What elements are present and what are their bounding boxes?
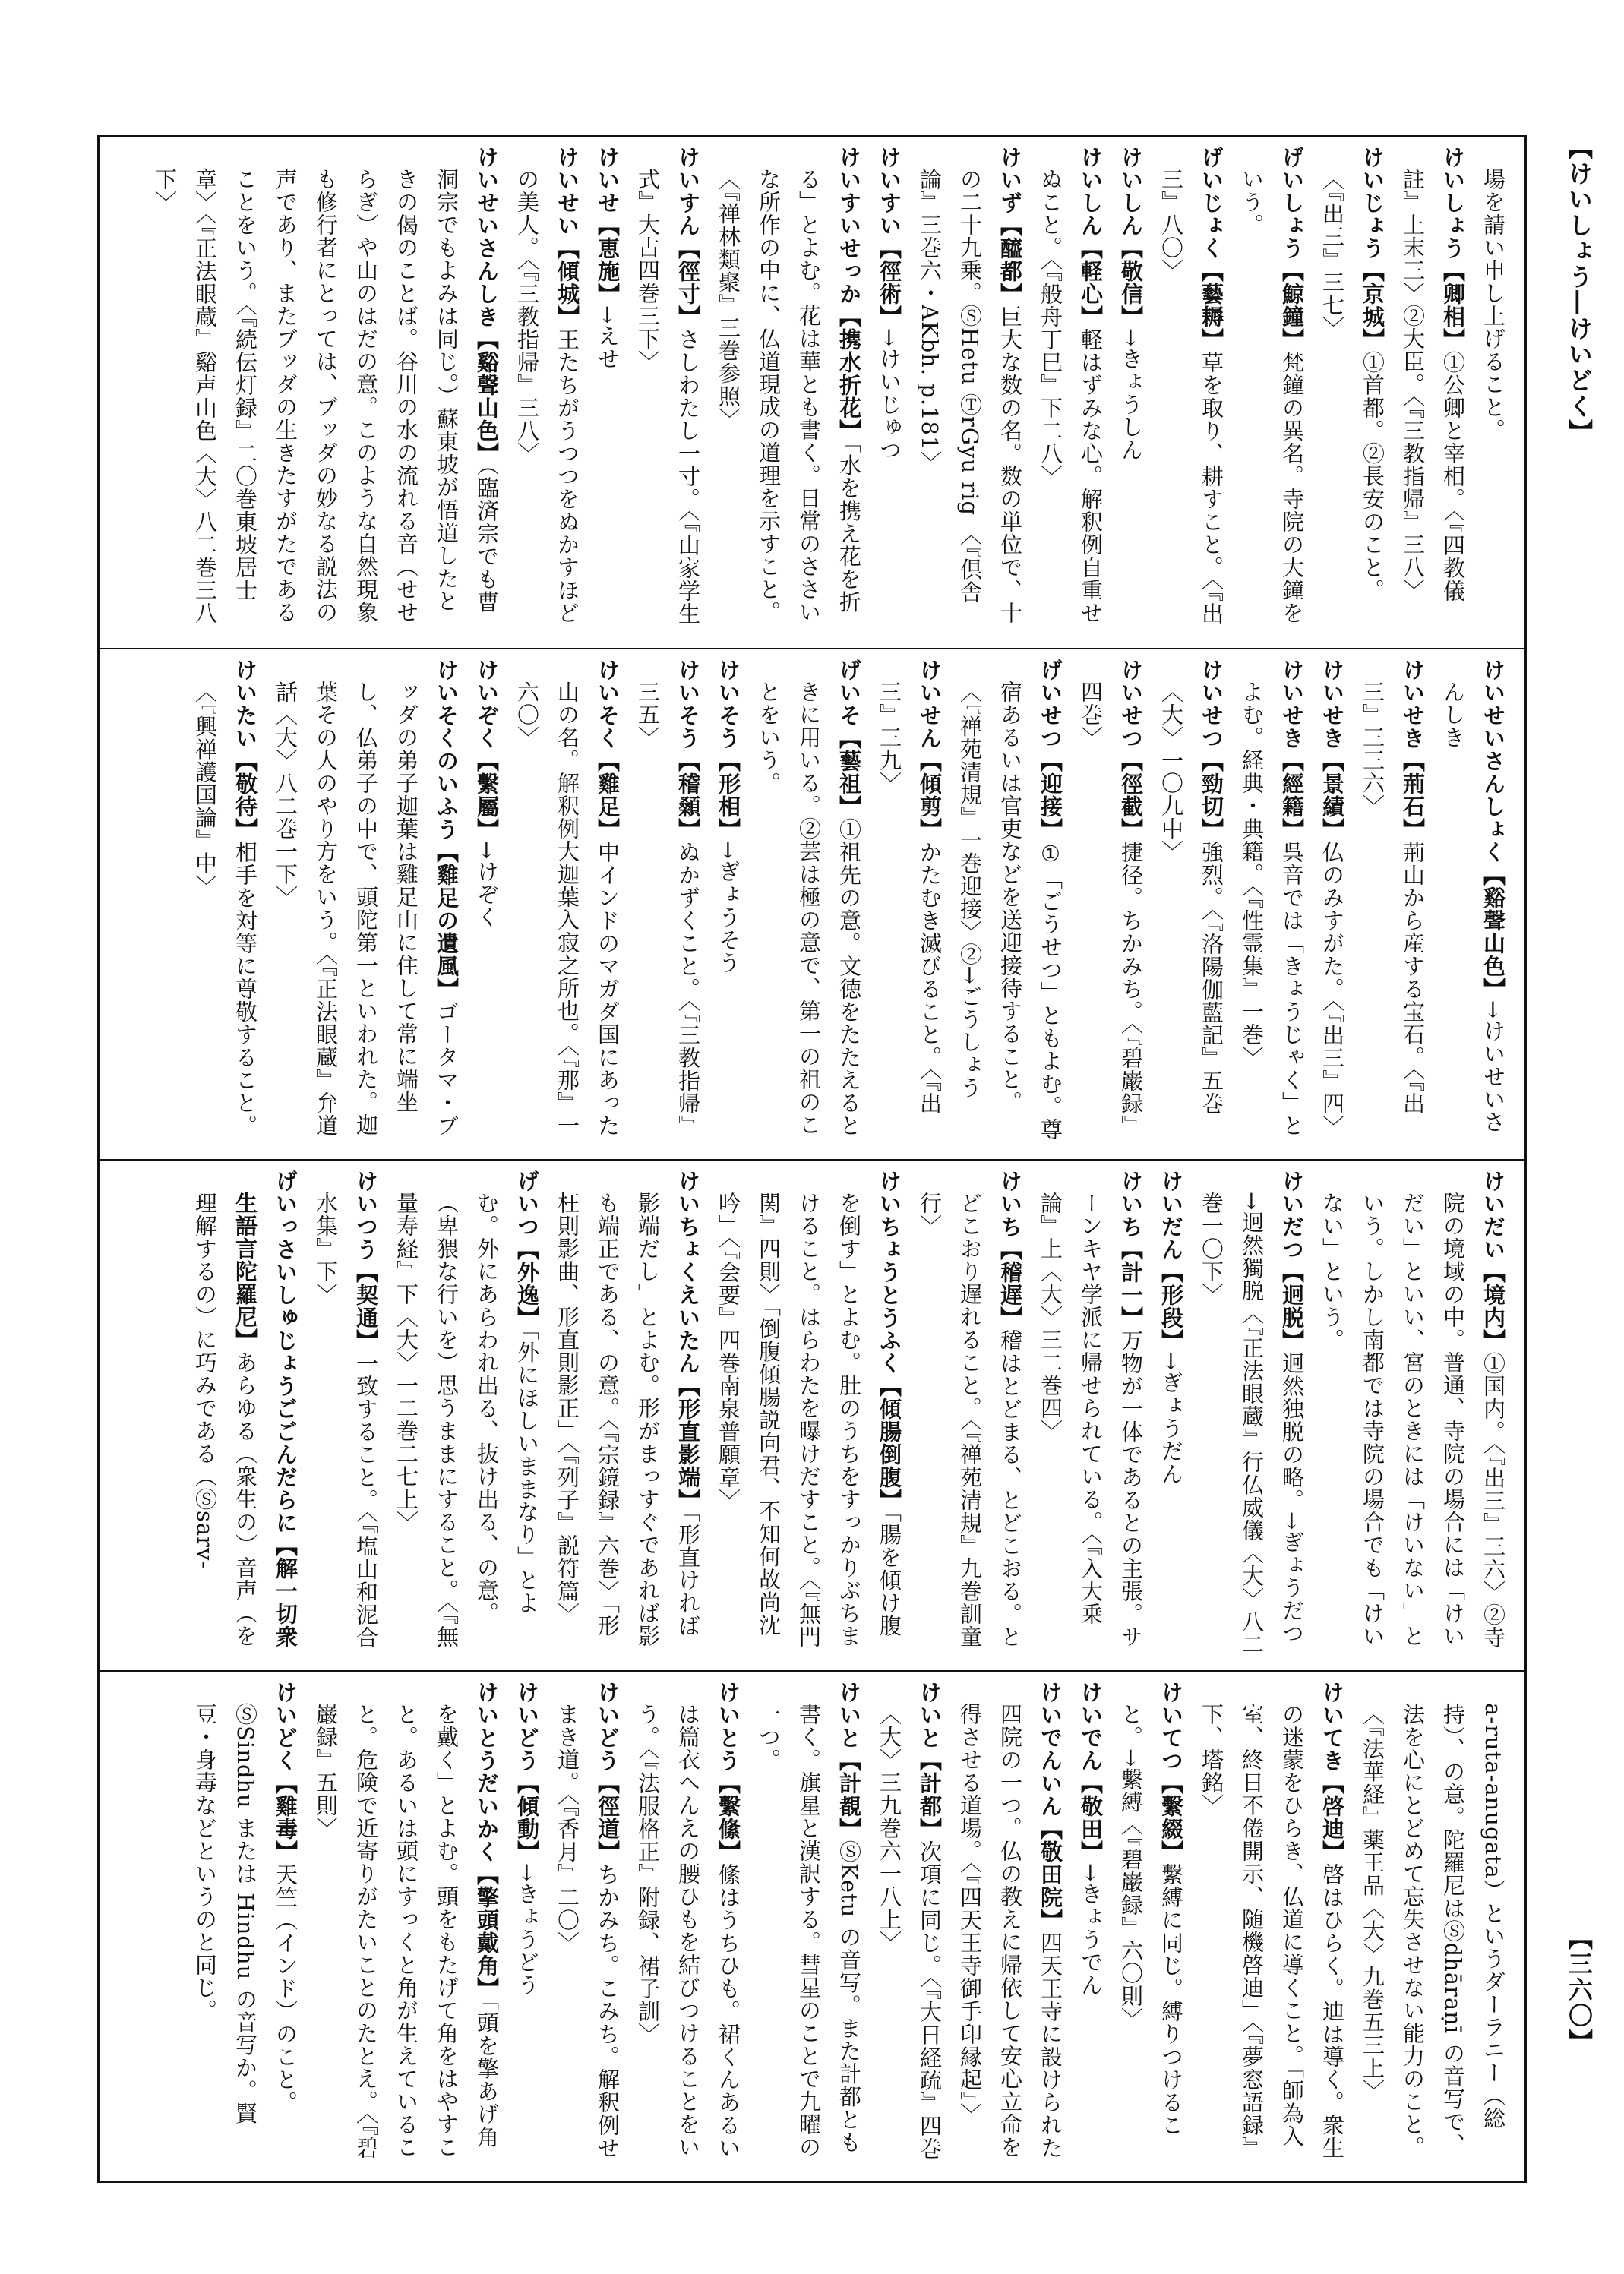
entry-headword: げいそ【藝祖】 (836, 659, 862, 818)
entry-definition: 繫縛に同じ。縛りつけること。→繫縛〈『碧巌録』六〇則〉 (1118, 1703, 1184, 2137)
entry-headword: けいせいさんしき【谿聲山色】 (474, 146, 500, 465)
entry-definition: 四天王寺に設けられた四院の一つ。仏の教えに帰依して安心立命を得させる道場。〈『四天王寺御手印縁起』〉 (957, 1703, 1063, 2159)
entry-headword: げいせつ【迎接】 (1038, 659, 1063, 841)
entry-definition: →きょうしん (1118, 328, 1144, 462)
entry-definition: 強烈。〈『洛陽伽藍記』五巻〈大〉一〇九中〉 (1158, 681, 1224, 1115)
entry-definition: 中インドのマガダ国にあった山の名。解釈例大迦葉入寂之所也。〈『那』一六〇〉 (514, 681, 621, 1137)
entry-definition: ぬかずくこと。〈『三教指帰』三五〉 (635, 681, 701, 1138)
entry-definition: 「水を携え花を折る」とよむ。花は華とも書く。日常のささいな所作の中に、仏道現成の道理を示すこと。〈『禅林類聚』三巻参照〉 (716, 168, 862, 624)
entry-definition: →けぞく (474, 841, 500, 929)
entry-headword: げいしょう【鯨鐘】 (1279, 146, 1305, 351)
dictionary-entry (1070, 659, 1151, 1145)
entry-headword: けいせ【恵施】 (595, 146, 621, 305)
entry-headword: けいせい【傾城】 (554, 146, 580, 328)
dictionary-entry (1151, 659, 1231, 1145)
dictionary-entry (1151, 1170, 1191, 1656)
entry-headword: けいちょうとうふく【傾腸倒腹】 (877, 1170, 902, 1511)
entry-headword: けいだつ【迥脱】 (1279, 1170, 1305, 1352)
dictionary-entry (627, 659, 708, 1145)
dictionary-entry (185, 1681, 305, 2167)
entry-definition: →ぎょうそう (716, 841, 741, 974)
dictionary-entry (1352, 1681, 1513, 2167)
entry-headword: けいせいさんしょく【谿聲山色】 (1480, 659, 1506, 1000)
entries (185, 659, 1513, 1145)
entry-definition: 梵鐘の異名。寺院の大鐘をいう。 (1239, 168, 1305, 624)
text-band-2 (97, 648, 1527, 1154)
entry-definition: →ぎょうだん (1158, 1352, 1184, 1486)
entry-headword: けいちょくえいたん【形直影端】 (675, 1170, 701, 1511)
entries (185, 1170, 1513, 1656)
entry-headword: けいしん【軽心】 (1078, 146, 1104, 328)
entry-definition: 草を取り、耕すこと。〈『出三』八〇〉 (1158, 168, 1224, 625)
entry-definition: あらゆる（衆生の）音声（を理解するの）に巧みである（Ⓢsarv- (192, 1192, 258, 1647)
dictionary-entry (909, 146, 1030, 632)
entry-definition: 啓はひらく。迪は導く。衆生の迷蒙をひらき、仏道に導くこと。「師為入室、終日不倦開示、随機啓迪」〈『夢窓語録』下、塔銘〉 (1199, 1703, 1345, 2159)
entry-headword: けいそう【形相】 (716, 659, 741, 841)
entry-definition: ①祖先の意。文徳をたたえるときに用いる。②芸は極の意で、第一の祖のことをいう。 (756, 681, 862, 1137)
entry-headword: けいだい【境内】 (1480, 1170, 1506, 1352)
entry-definition: 王たちがうつつをぬかすほどの美人。〈『三教指帰』三八〉 (514, 168, 580, 624)
entry-headword: けいせき【荊石】 (1400, 659, 1426, 841)
dictionary-entry (909, 1170, 1030, 1656)
entry-definition: ①公卿と宰相。〈『四教儀註』上末三〉②大臣。〈『三教指帰』三八〉 (1400, 168, 1466, 602)
entry-definition: ちかみち。こみち。解釈例せまき道。〈『香月』二〇〉 (554, 1703, 621, 2159)
dictionary-entry (627, 1681, 748, 2167)
dictionary-entry (144, 146, 507, 632)
dictionary-entry (1191, 1681, 1352, 2167)
entry-definition: 荊山から産する宝石。〈『出三』三三六〉 (1360, 681, 1426, 1115)
entry-definition: 呉音では「きょうじゃく」とよむ。経典・典籍。〈『性霊集』一巻〉 (1239, 681, 1305, 1137)
entry-definition: 「形直ければ影端だし」とよむ。形がまっすぐであれば影も端正である、の意。〈『宗鏡録』六巻〉「形枉則影曲、形直則影正」〈『列子』説符篇〉 (554, 1192, 701, 1647)
entry-headword: けいしょう【卿相】 (1440, 146, 1466, 351)
entry-headword: けいと【計都】 (917, 1681, 943, 1840)
dictionary-entry (949, 1681, 1070, 2167)
entry-definition: 軽はずみな心。解釈例自重せぬこと。〈『般舟丁巳』下二八〉 (1038, 168, 1104, 624)
dictionary-entry (587, 146, 627, 632)
dictionary-entry (466, 659, 507, 1145)
entry-headword: けいすん【徑寸】 (675, 146, 701, 328)
entry-definition: さしわたし一寸。〈『山家学生式』大占四巻三下〉 (635, 168, 701, 625)
entry-definition: 巨大な数の名。数の単位で、十の二十九乗。ⓈHetu ⓉrGyu rig 〈『倶舎論』三巻六・AKbh. p.181〉 (917, 168, 1023, 624)
dictionary-entry (1111, 146, 1151, 632)
dictionary-entry (1231, 146, 1312, 632)
entry-headword: けいち【稽遅】 (997, 1170, 1023, 1329)
entry-definition: 「腸を傾け腹を倒す」とよむ。肚のうちをすっかりぶちまけること。はらわたを曝けだすこと。〈『無門関』四則〉「倒腹傾腸説向君、不知何故尚沈吟」〈『会要』四巻南泉普願章〉 (716, 1192, 902, 1648)
entry-headword: けいせつ【徑截】 (1118, 659, 1144, 841)
dictionary-entry (1151, 146, 1231, 632)
entry-definition: →けいせいさんしき (1440, 681, 1506, 1134)
entry-headword: げいじょく【藝耨】 (1199, 146, 1224, 351)
entry-headword: けいだん【形段】 (1158, 1170, 1184, 1352)
dictionary-entry (949, 659, 1070, 1145)
dictionary-entry (1312, 1170, 1513, 1656)
entry-definition: ①国内。〈『出三』三六〉②寺院の境域の中。普通、寺院の場合には「けいだい」といい、宮のときには「けいない」という。しかし南都では寺院の場合でも「けいない」という。 (1319, 1192, 1506, 1649)
entry-definition: 絛はうちひも。裙くんあるいは篇衣へんえの腰ひもを結びつけることをいう。〈『法服格正』附録、裙子訓〉 (635, 1703, 741, 2159)
entry-definition: 万物が一体であるとの主張。サーンキヤ学派に帰せられている。〈『入大乗論』上〈大〉三二巻四〉 (1038, 1192, 1144, 1648)
entry-definition: 一致すること。〈『塩山和泥合水集』下〉 (313, 1192, 379, 1649)
dictionary-entry (1191, 1170, 1312, 1656)
entry-definition: かたむき滅びること。〈『出三』三九〉 (877, 681, 943, 1115)
text-band-4 (97, 1670, 1527, 2176)
entry-headword: けいしん【敬信】 (1118, 146, 1144, 328)
dictionary-entry (547, 1681, 627, 2167)
entry-headword: けいとう【繫絛】 (716, 1681, 741, 1863)
entry-definition: ①「ごうせつ」ともよむ。尊宿あるいは官吏などを送迎接待すること。〈『禅苑清規』一巻迎接〉②→ごうしょう (957, 681, 1063, 1141)
entry-definition: 仏のみすがた。〈『出三』四〉 (1319, 841, 1345, 1138)
dictionary-entry (1312, 659, 1352, 1145)
entry-headword: けいてき【啓迪】 (1319, 1681, 1345, 1863)
entry-definition: 次項に同じ。〈『大日経疏』四巻〈大〉三九巻六一八上〉 (877, 1703, 943, 2160)
entry-headword: げいつ【外逸】 (514, 1170, 540, 1329)
entry-headword: けいぞく【繫屬】 (474, 659, 500, 841)
entry-headword: けいどう【傾動】 (514, 1681, 540, 1863)
dictionary-entry (507, 146, 587, 632)
dictionary-entry (1070, 1681, 1111, 2167)
entry-headword: けいそう【稽顙】 (675, 659, 701, 841)
entry-definition: ①首都。②長安のこと。〈『出三』三七〉 (1319, 168, 1385, 602)
entry-definition: 「外にほしいままなり」とよむ。外にあらわれ出る、抜け出る、の意。（卑猥な行いを）思うままにすること。〈『無量寿経』下〈大〉一二巻二七上〉 (393, 1192, 540, 1648)
entry-headword: けいそく【雞足】 (595, 659, 621, 841)
entry-headword: けいすい【徑術】 (877, 146, 902, 328)
dictionary-entry (1231, 659, 1312, 1145)
running-title: 【けいしょう―けいどく】 (1565, 135, 1594, 445)
dictionary-entry (708, 146, 869, 632)
entry-headword: けいず【醯都】 (997, 146, 1023, 305)
entry-headword: げいっさいしゅじょうごごんだらに【解一切衆生語言陀羅尼】 (232, 1170, 299, 1648)
entry-headword: けいち【計一】 (1118, 1170, 1144, 1329)
entry-definition: →きょうどう (514, 1863, 540, 1997)
dictionary-entry (1392, 146, 1473, 632)
entries (185, 1681, 1513, 2167)
dictionary-entry (507, 659, 627, 1145)
dictionary-entry (547, 1170, 708, 1656)
entries (144, 146, 1513, 632)
dictionary-entry (869, 659, 949, 1145)
entry-definition: →けいじゅつ (877, 328, 902, 462)
entry-headword: けいとうだいかく【擎頭戴角】 (474, 1681, 500, 2000)
entry-definition: ⓈKetu の音写。また計都とも書く。旗星と漢訳する。彗星のことで九曜の一つ。 (756, 1703, 862, 2159)
entry-headword: けいたい【敬待】 (232, 659, 258, 841)
dictionary-entry (748, 1681, 869, 2167)
entry-definition: 天竺（インド）のこと。ⓈSindhu または Hindhu の音写か。賢豆・身毒などというのと同じ。 (192, 1703, 299, 2125)
dictionary-entry (1030, 146, 1111, 632)
dictionary-entry (627, 146, 708, 632)
entry-headword: けいじょう【京城】 (1360, 146, 1385, 351)
entry-headword: けいどう【徑道】 (595, 1681, 621, 1863)
page-number: 【三六〇】 (1565, 1925, 1594, 2054)
dictionary-entry (305, 1170, 386, 1656)
entry-definition: ゴータマ・ブッダの弟子迦葉は雞足山に住して常に端坐し、仏弟子の中で、頭陀第一といわれた。迦葉その人のやり方をいう。〈『正法眼蔵』弁道話〈大〉八二巻一下〉 (273, 681, 460, 1137)
entry-headword: けいすいせっか【携水折花】 (836, 146, 862, 442)
entry-definition: 捷径。ちかみち。〈『碧巌録』四巻〉 (1078, 681, 1144, 1138)
entry-headword: けいせき【經籍】 (1279, 659, 1305, 841)
entry-definition: 「頭を擎あげ角を戴く」とよむ。頭をもたげて角をはやすこと。あるいは頭にすっくと角が生えていること。危険で近寄りがたいことのたとえ。〈『碧巌録』五則〉 (313, 1703, 500, 2159)
entry-headword: けいでん【敬田】 (1078, 1681, 1104, 1863)
text-band-1 (97, 137, 1527, 643)
entry-headword: けいてつ【繫綴】 (1158, 1681, 1184, 1863)
entry-definition: →えせ (595, 305, 621, 371)
dictionary-entry (507, 1681, 547, 2167)
dictionary-entry (185, 1170, 305, 1656)
dictionary-entry (708, 659, 748, 1145)
dictionary-entry (1111, 1681, 1191, 2167)
dictionary-entry (869, 146, 909, 632)
dictionary-entry (386, 1170, 547, 1656)
entry-headword: けいせん【傾剪】 (917, 659, 943, 841)
dictionary-entry (305, 1681, 507, 2167)
entry-definition: 稽はとどまる、とどこおる。とどこおり遅れること。〈『禅苑清規』九巻訓童行〉 (917, 1192, 1023, 1648)
entry-definition: 迥然独脱の略。→ぎょうだつ→迥然獨脱〈『正法眼蔵』行仏威儀〈大〉八二巻一〇下〉 (1199, 1192, 1305, 1656)
dictionary-entry (265, 659, 466, 1145)
dictionary-entry (1433, 659, 1513, 1145)
text-band-3 (97, 1159, 1527, 1665)
entry-headword: けいどく【雞毒】 (273, 1681, 299, 1863)
entry-headword: けいつう【契通】 (353, 1170, 379, 1352)
dictionary-entry (185, 659, 265, 1145)
entry-headword: けいと【計覩】 (836, 1681, 862, 1840)
entry-headword: けいせつ【勁切】 (1199, 659, 1224, 841)
entry-definition: （臨済宗でも曹洞宗でもよみは同じ。）蘇東坡が悟道したときの偈のことば。谷川の水の流れる音（せせらぎ）や山のはだの意。このような自然現象も修行者にとっては、ブッダの妙なる説法の声であり、またブッダの生きたすがたであることをいう。〈『続伝灯録』二〇巻東坡居士章〉〈『正法眼蔵』谿声山色〈大〉八二巻三八下〉 (152, 168, 500, 624)
dictionary-entry (869, 1681, 949, 2167)
entry-headword: けいでんいん【敬田院】 (1038, 1681, 1063, 1931)
dictionary-entry (748, 659, 869, 1145)
entry-headword: けいそくのいふう【雞足の遺風】 (434, 659, 460, 1000)
entry-headword: けいせき【景績】 (1319, 659, 1345, 841)
entry-definition: 相手を対等に尊敬すること。〈『興禅護国論』中〉 (192, 681, 258, 1137)
entry-definition: 場を請い申し上げること。 (1480, 168, 1506, 441)
dictionary-entry (1312, 146, 1392, 632)
dictionary-entry (1473, 146, 1513, 632)
entry-definition: →きょうでん (1078, 1863, 1104, 1997)
dictionary-entry (1030, 1170, 1151, 1656)
entry-definition: a-ruta-anugata）というダーラニー（総持）、の意。陀羅尼はⓈdhāraṇī の音写で、法を心にとどめて忘失させない能力のこと。〈『法華経』薬王品〈大〉九巻五三上〉 (1360, 1703, 1506, 2159)
dictionary-entry (708, 1170, 909, 1656)
dictionary-entry (1352, 659, 1433, 1145)
